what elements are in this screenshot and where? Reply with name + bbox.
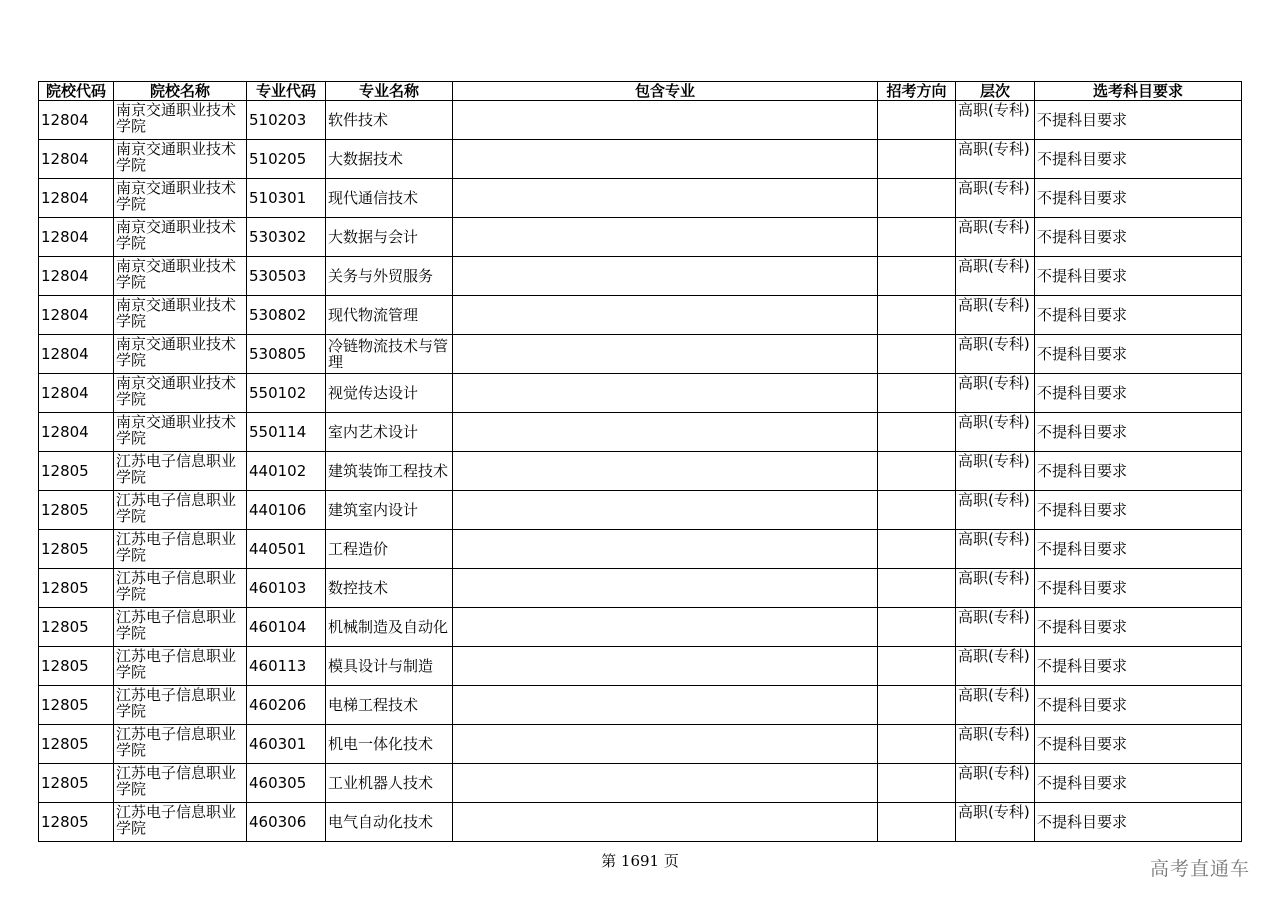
level-cell: 高职(专科) xyxy=(956,296,1035,335)
direction-cell xyxy=(878,725,956,764)
major-code-cell: 550114 xyxy=(247,413,326,452)
major-name-cell: 工业机器人技术 xyxy=(326,764,453,803)
table-row xyxy=(39,452,1242,491)
institution-code-cell: 12804 xyxy=(39,296,114,335)
institution-name-cell: 南京交通职业技术学院 xyxy=(114,413,247,452)
table-row xyxy=(39,686,1242,725)
major-code-cell: 440102 xyxy=(247,452,326,491)
major-name-cell: 现代通信技术 xyxy=(326,179,453,218)
level-cell: 高职(专科) xyxy=(956,569,1035,608)
table-row xyxy=(39,335,1242,374)
subject-requirement-cell: 不提科目要求 xyxy=(1035,530,1242,569)
major-code-cell: 510205 xyxy=(247,140,326,179)
major-name-cell: 现代物流管理 xyxy=(326,296,453,335)
institution-code-cell: 12804 xyxy=(39,179,114,218)
level-cell: 高职(专科) xyxy=(956,374,1035,413)
included-majors-cell xyxy=(453,491,878,530)
table-row xyxy=(39,296,1242,335)
included-majors-cell xyxy=(453,257,878,296)
major-name-cell: 软件技术 xyxy=(326,101,453,140)
level-cell: 高职(专科) xyxy=(956,608,1035,647)
institution-name-cell: 江苏电子信息职业学院 xyxy=(114,608,247,647)
table-row xyxy=(39,101,1242,140)
table-row xyxy=(39,218,1242,257)
header-institution-code: 院校代码 xyxy=(39,82,114,101)
direction-cell xyxy=(878,218,956,257)
included-majors-cell xyxy=(453,374,878,413)
direction-cell xyxy=(878,374,956,413)
subject-requirement-cell: 不提科目要求 xyxy=(1035,725,1242,764)
page-number: 第 1691 页 xyxy=(601,852,679,870)
major-code-cell: 440501 xyxy=(247,530,326,569)
major-code-cell: 460301 xyxy=(247,725,326,764)
major-name-cell: 关务与外贸服务 xyxy=(326,257,453,296)
subject-requirement-cell: 不提科目要求 xyxy=(1035,101,1242,140)
major-name-cell: 视觉传达设计 xyxy=(326,374,453,413)
institution-name-cell: 江苏电子信息职业学院 xyxy=(114,452,247,491)
subject-requirement-cell: 不提科目要求 xyxy=(1035,179,1242,218)
major-code-cell: 460306 xyxy=(247,803,326,842)
institution-name-cell: 江苏电子信息职业学院 xyxy=(114,764,247,803)
table-row xyxy=(39,140,1242,179)
major-name-cell: 室内艺术设计 xyxy=(326,413,453,452)
included-majors-cell xyxy=(453,452,878,491)
institution-code-cell: 12804 xyxy=(39,374,114,413)
table-row xyxy=(39,803,1242,842)
level-cell: 高职(专科) xyxy=(956,179,1035,218)
level-cell: 高职(专科) xyxy=(956,140,1035,179)
subject-requirement-cell: 不提科目要求 xyxy=(1035,296,1242,335)
included-majors-cell xyxy=(453,725,878,764)
major-code-cell: 460206 xyxy=(247,686,326,725)
level-cell: 高职(专科) xyxy=(956,413,1035,452)
table-row xyxy=(39,569,1242,608)
included-majors-cell xyxy=(453,101,878,140)
major-code-cell: 550102 xyxy=(247,374,326,413)
subject-requirement-cell: 不提科目要求 xyxy=(1035,803,1242,842)
included-majors-cell xyxy=(453,140,878,179)
level-cell: 高职(专科) xyxy=(956,452,1035,491)
institution-code-cell: 12805 xyxy=(39,803,114,842)
institution-code-cell: 12805 xyxy=(39,725,114,764)
major-code-cell: 510203 xyxy=(247,101,326,140)
direction-cell xyxy=(878,491,956,530)
table-row xyxy=(39,179,1242,218)
major-code-cell: 460305 xyxy=(247,764,326,803)
included-majors-cell xyxy=(453,413,878,452)
major-name-cell: 电梯工程技术 xyxy=(326,686,453,725)
header-level: 层次 xyxy=(956,82,1035,101)
table-row xyxy=(39,491,1242,530)
direction-cell xyxy=(878,452,956,491)
level-cell: 高职(专科) xyxy=(956,647,1035,686)
included-majors-cell xyxy=(453,764,878,803)
institution-name-cell: 南京交通职业技术学院 xyxy=(114,374,247,413)
institution-code-cell: 12805 xyxy=(39,686,114,725)
institution-code-cell: 12805 xyxy=(39,569,114,608)
subject-requirement-cell: 不提科目要求 xyxy=(1035,335,1242,374)
major-code-cell: 440106 xyxy=(247,491,326,530)
included-majors-cell xyxy=(453,803,878,842)
table-row xyxy=(39,764,1242,803)
institution-code-cell: 12805 xyxy=(39,764,114,803)
included-majors-cell xyxy=(453,608,878,647)
direction-cell xyxy=(878,686,956,725)
included-majors-cell xyxy=(453,569,878,608)
header-major-code: 专业代码 xyxy=(247,82,326,101)
major-code-cell: 530302 xyxy=(247,218,326,257)
subject-requirement-cell: 不提科目要求 xyxy=(1035,569,1242,608)
table-row xyxy=(39,530,1242,569)
table-row xyxy=(39,647,1242,686)
institution-name-cell: 江苏电子信息职业学院 xyxy=(114,569,247,608)
direction-cell xyxy=(878,764,956,803)
table-row xyxy=(39,608,1242,647)
table-row xyxy=(39,374,1242,413)
direction-cell xyxy=(878,179,956,218)
level-cell: 高职(专科) xyxy=(956,803,1035,842)
level-cell: 高职(专科) xyxy=(956,218,1035,257)
level-cell: 高职(专科) xyxy=(956,257,1035,296)
major-name-cell: 电气自动化技术 xyxy=(326,803,453,842)
institution-name-cell: 江苏电子信息职业学院 xyxy=(114,647,247,686)
subject-requirement-cell: 不提科目要求 xyxy=(1035,218,1242,257)
subject-requirement-cell: 不提科目要求 xyxy=(1035,686,1242,725)
institution-name-cell: 江苏电子信息职业学院 xyxy=(114,803,247,842)
level-cell: 高职(专科) xyxy=(956,101,1035,140)
institution-code-cell: 12804 xyxy=(39,101,114,140)
level-cell: 高职(专科) xyxy=(956,764,1035,803)
subject-requirement-cell: 不提科目要求 xyxy=(1035,491,1242,530)
header-direction: 招考方向 xyxy=(878,82,956,101)
institution-code-cell: 12805 xyxy=(39,491,114,530)
level-cell: 高职(专科) xyxy=(956,530,1035,569)
institution-name-cell: 南京交通职业技术学院 xyxy=(114,296,247,335)
major-code-cell: 460103 xyxy=(247,569,326,608)
major-name-cell: 大数据与会计 xyxy=(326,218,453,257)
major-code-cell: 530503 xyxy=(247,257,326,296)
direction-cell xyxy=(878,335,956,374)
header-institution-name: 院校名称 xyxy=(114,82,247,101)
direction-cell xyxy=(878,803,956,842)
level-cell: 高职(专科) xyxy=(956,335,1035,374)
included-majors-cell xyxy=(453,335,878,374)
institution-name-cell: 江苏电子信息职业学院 xyxy=(114,686,247,725)
major-code-cell: 460113 xyxy=(247,647,326,686)
major-code-cell: 510301 xyxy=(247,179,326,218)
major-name-cell: 数控技术 xyxy=(326,569,453,608)
major-name-cell: 机电一体化技术 xyxy=(326,725,453,764)
subject-requirement-cell: 不提科目要求 xyxy=(1035,413,1242,452)
level-cell: 高职(专科) xyxy=(956,686,1035,725)
major-name-cell: 大数据技术 xyxy=(326,140,453,179)
major-name-cell: 冷链物流技术与管理 xyxy=(326,335,453,374)
subject-requirement-cell: 不提科目要求 xyxy=(1035,647,1242,686)
admission-table xyxy=(38,81,1242,842)
watermark-logo-text: 高考直通车 xyxy=(1149,858,1250,880)
included-majors-cell xyxy=(453,530,878,569)
institution-code-cell: 12805 xyxy=(39,608,114,647)
direction-cell xyxy=(878,413,956,452)
direction-cell xyxy=(878,296,956,335)
subject-requirement-cell: 不提科目要求 xyxy=(1035,374,1242,413)
direction-cell xyxy=(878,101,956,140)
institution-name-cell: 南京交通职业技术学院 xyxy=(114,335,247,374)
table-row xyxy=(39,257,1242,296)
institution-code-cell: 12805 xyxy=(39,530,114,569)
institution-code-cell: 12804 xyxy=(39,413,114,452)
subject-requirement-cell: 不提科目要求 xyxy=(1035,452,1242,491)
subject-requirement-cell: 不提科目要求 xyxy=(1035,608,1242,647)
subject-requirement-cell: 不提科目要求 xyxy=(1035,764,1242,803)
table-body xyxy=(39,101,1242,842)
included-majors-cell xyxy=(453,296,878,335)
included-majors-cell xyxy=(453,647,878,686)
included-majors-cell xyxy=(453,218,878,257)
header-subject-requirement: 选考科目要求 xyxy=(1035,82,1242,101)
institution-code-cell: 12804 xyxy=(39,140,114,179)
institution-code-cell: 12805 xyxy=(39,647,114,686)
major-name-cell: 建筑装饰工程技术 xyxy=(326,452,453,491)
institution-code-cell: 12805 xyxy=(39,452,114,491)
institution-name-cell: 江苏电子信息职业学院 xyxy=(114,725,247,764)
major-code-cell: 460104 xyxy=(247,608,326,647)
major-name-cell: 机械制造及自动化 xyxy=(326,608,453,647)
subject-requirement-cell: 不提科目要求 xyxy=(1035,257,1242,296)
institution-code-cell: 12804 xyxy=(39,218,114,257)
institution-name-cell: 南京交通职业技术学院 xyxy=(114,218,247,257)
institution-name-cell: 江苏电子信息职业学院 xyxy=(114,491,247,530)
major-code-cell: 530805 xyxy=(247,335,326,374)
institution-name-cell: 南京交通职业技术学院 xyxy=(114,179,247,218)
level-cell: 高职(专科) xyxy=(956,725,1035,764)
direction-cell xyxy=(878,569,956,608)
direction-cell xyxy=(878,608,956,647)
direction-cell xyxy=(878,140,956,179)
table-row xyxy=(39,413,1242,452)
major-name-cell: 建筑室内设计 xyxy=(326,491,453,530)
table-row xyxy=(39,725,1242,764)
direction-cell xyxy=(878,647,956,686)
major-name-cell: 工程造价 xyxy=(326,530,453,569)
major-name-cell: 模具设计与制造 xyxy=(326,647,453,686)
included-majors-cell xyxy=(453,179,878,218)
direction-cell xyxy=(878,257,956,296)
institution-name-cell: 江苏电子信息职业学院 xyxy=(114,530,247,569)
major-code-cell: 530802 xyxy=(247,296,326,335)
level-cell: 高职(专科) xyxy=(956,491,1035,530)
institution-code-cell: 12804 xyxy=(39,335,114,374)
subject-requirement-cell: 不提科目要求 xyxy=(1035,140,1242,179)
header-major-name: 专业名称 xyxy=(326,82,453,101)
institution-name-cell: 南京交通职业技术学院 xyxy=(114,101,247,140)
institution-name-cell: 南京交通职业技术学院 xyxy=(114,257,247,296)
header-row xyxy=(39,82,1242,101)
institution-code-cell: 12804 xyxy=(39,257,114,296)
header-included-majors: 包含专业 xyxy=(453,82,878,101)
included-majors-cell xyxy=(453,686,878,725)
institution-name-cell: 南京交通职业技术学院 xyxy=(114,140,247,179)
direction-cell xyxy=(878,530,956,569)
